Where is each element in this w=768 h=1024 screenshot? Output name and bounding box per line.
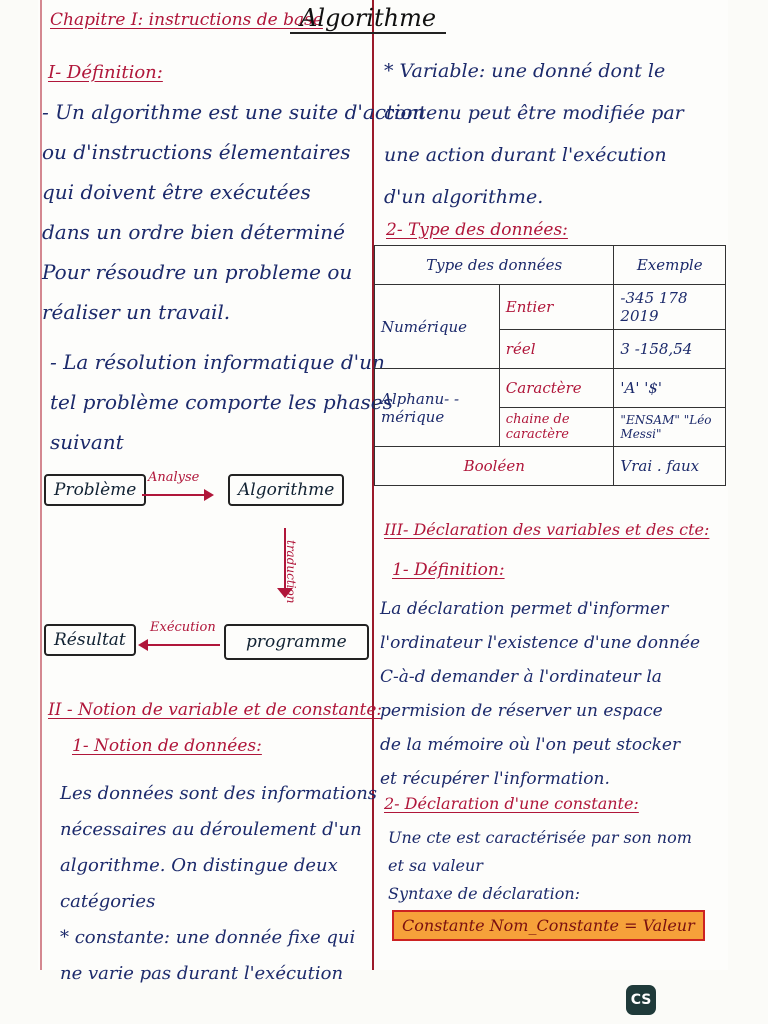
text-line: Une cte est caractérisée par son nom — [388, 828, 692, 847]
resultat-box: Résultat — [44, 624, 136, 656]
text-line: algorithme. On distingue deux — [60, 855, 338, 876]
text-line: catégories — [60, 891, 156, 912]
camscanner-logo: CS — [626, 985, 656, 1015]
algorithme-box: Algorithme — [228, 474, 344, 506]
table-cell: Caractère — [499, 369, 614, 408]
definition-text — [42, 92, 425, 332]
text-line: et sa valeur — [388, 856, 483, 875]
probleme-box: Problème — [44, 474, 146, 506]
text-line: Pour résoudre un probleme ou — [42, 260, 353, 284]
table-cell: -345 178 2019 — [614, 285, 726, 330]
variable-text — [384, 50, 684, 218]
text-line: - La résolution informatique d'un — [50, 350, 385, 374]
text-line: C-à-d demander à l'ordinateur la — [380, 667, 662, 687]
text-line: Syntaxe de déclaration: — [388, 884, 581, 903]
syntax-box: Constante Nom_Constante = Valeur — [392, 910, 705, 941]
table-row — [375, 285, 726, 330]
constante-text — [388, 824, 692, 908]
programme-box: programme — [224, 624, 369, 660]
declaration-text — [380, 592, 700, 796]
text-line: * Variable: une donné dont le — [384, 60, 666, 82]
text-line: de la mémoire où l'on peut stocker — [380, 735, 681, 755]
table-cell: réel — [499, 330, 614, 369]
section-1-title: I- Définition: — [48, 62, 163, 83]
table-cell: Alphanu- -mérique — [375, 369, 500, 447]
text-line: réaliser un travail. — [42, 300, 231, 324]
text-line: contenu peut être modifiée par — [384, 102, 684, 124]
table-cell: Numérique — [375, 285, 500, 369]
execution-label: Exécution — [150, 620, 216, 635]
table-row — [375, 447, 726, 486]
text-line: permision de réserver un espace — [380, 701, 663, 721]
section-2-title: II - Notion de variable et de constante: — [48, 700, 383, 720]
text-line: Les données sont des informations — [60, 783, 378, 804]
table-header: Type des données — [375, 246, 614, 285]
text-line: l'ordinateur l'existence d'une donnée — [380, 633, 701, 653]
section-3-title: III- Déclaration des variables et des cte: — [384, 520, 710, 539]
text-line: ou d'instructions élementaires — [42, 140, 351, 164]
text-line: qui doivent être exécutées — [42, 180, 311, 204]
text-line: d'un algorithme. — [384, 186, 544, 208]
text-line: une action durant l'exécution — [384, 144, 667, 166]
table-cell: "ENSAM" "Léo Messi" — [614, 408, 726, 447]
arrow-left-icon — [140, 644, 220, 646]
chapter-title: Chapitre I: instructions de base — [50, 10, 323, 30]
text-line: tel problème comporte les phases — [50, 390, 393, 414]
table-cell: Entier — [499, 285, 614, 330]
table-cell: Booléen — [375, 447, 614, 486]
table-cell: Vrai . faux — [614, 447, 726, 486]
table-header: Exemple — [614, 246, 726, 285]
text-line: ne varie pas durant l'exécution — [60, 963, 344, 984]
text-line: dans un ordre bien déterminé — [42, 220, 345, 244]
table-cell: 'A' '$' — [614, 369, 726, 408]
text-line: et récupérer l'information. — [380, 769, 610, 789]
table-cell: 3 -158,54 — [614, 330, 726, 369]
section-3-subtitle-2: 2- Déclaration d'une constante: — [384, 794, 639, 813]
analyse-label: Analyse — [148, 470, 200, 485]
data-types-table — [374, 245, 726, 486]
arrow-right-icon — [142, 494, 212, 496]
table-cell: chaine de caractère — [499, 408, 614, 447]
text-line: nécessaires au déroulement d'un — [60, 819, 362, 840]
types-title: 2- Type des données: — [386, 220, 568, 240]
text-line: - Un algorithme est une suite d'action — [42, 100, 426, 124]
text-line: La déclaration permet d'informer — [380, 599, 669, 619]
donnees-text — [60, 776, 377, 992]
table-row — [375, 369, 726, 408]
page-title: Algorithme — [290, 4, 446, 34]
text-line: * constante: une donnée fixe qui — [60, 927, 356, 948]
table-row — [375, 246, 726, 285]
resolution-text — [50, 342, 393, 462]
text-line: suivant — [50, 430, 124, 454]
section-3-subtitle: 1- Définition: — [392, 560, 505, 580]
section-2-subtitle: 1- Notion de données: — [72, 736, 262, 756]
traduction-label: traduction — [284, 540, 298, 604]
